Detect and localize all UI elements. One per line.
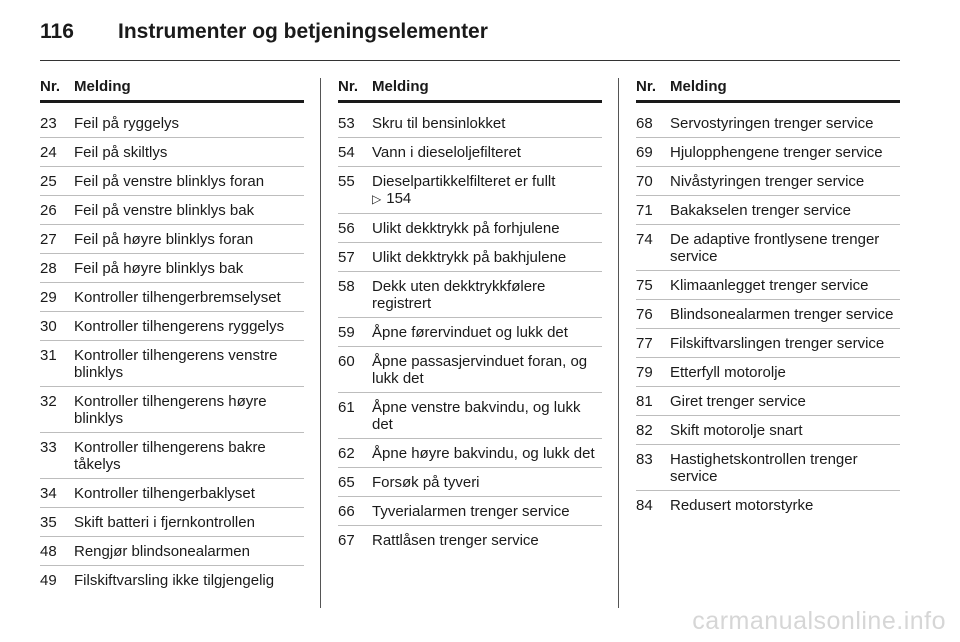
row-number: 68: [636, 115, 653, 132]
row-message: [74, 439, 304, 473]
row-message-text: Ulikt dekktrykk på forhjulene: [372, 220, 560, 237]
page-number: 116: [40, 20, 74, 43]
row-message-text: Vann i dieseloljefilteret: [372, 144, 521, 161]
header-message: Melding: [670, 78, 727, 95]
row-number: 33: [40, 439, 57, 456]
row-number: 60: [338, 353, 355, 370]
row-number: 31: [40, 347, 57, 364]
row-number: 79: [636, 364, 653, 381]
row-number: 76: [636, 306, 653, 323]
row-message: [372, 532, 602, 549]
page-title: Instrumenter og betjeningselementer: [118, 20, 488, 43]
table-row: [338, 243, 602, 272]
row-message: [670, 202, 900, 219]
row-number: 84: [636, 497, 653, 514]
row-message: [670, 231, 900, 265]
table-row: [338, 526, 602, 554]
table-row: [636, 138, 900, 167]
row-message-text: Rattlåsen trenger service: [372, 532, 539, 549]
row-message: [372, 173, 602, 208]
row-message: [670, 393, 900, 410]
header-message: Melding: [74, 78, 131, 95]
row-message-text: Servostyringen trenger service: [670, 115, 874, 132]
row-number: 48: [40, 543, 57, 560]
page-header: [40, 14, 488, 50]
table-row: [40, 138, 304, 167]
table-row: [40, 433, 304, 479]
row-message-text: Åpne førervinduet og lukk det: [372, 324, 568, 341]
row-message: [74, 289, 304, 306]
table-row: [338, 347, 602, 393]
row-number: 83: [636, 451, 653, 468]
row-message: [74, 202, 304, 219]
row-message-text: Hjulopphengene trenger service: [670, 144, 883, 161]
row-message-text: Kontroller tilhengerbremselyset: [74, 289, 281, 306]
row-message: [372, 474, 602, 491]
row-number: 34: [40, 485, 57, 502]
header-nr: Nr.: [338, 78, 359, 95]
row-number: 32: [40, 393, 57, 410]
table-row: [338, 468, 602, 497]
row-message: [372, 503, 602, 520]
table-row: [636, 109, 900, 138]
row-number: 81: [636, 393, 653, 410]
row-number: 30: [40, 318, 57, 335]
row-message: [670, 451, 900, 485]
row-number: 35: [40, 514, 57, 531]
table-row: [636, 358, 900, 387]
row-message-text: Klimaanlegget trenger service: [670, 277, 869, 294]
table-row: [636, 225, 900, 271]
reference-arrow-icon: ▷: [372, 192, 382, 206]
table-row: [636, 387, 900, 416]
table-row: [40, 225, 304, 254]
row-message-text: Skru til bensinlokket: [372, 115, 506, 132]
row-number: 24: [40, 144, 57, 161]
header-nr: Nr.: [40, 78, 61, 95]
table-row: [338, 318, 602, 347]
row-message-text: Skift motorolje snart: [670, 422, 803, 439]
column-divider: [320, 78, 321, 608]
row-message: [372, 115, 602, 132]
watermark: carmanualsonline.info: [692, 607, 946, 635]
table-row: [636, 491, 900, 519]
table-row: [338, 138, 602, 167]
table-header: [636, 78, 900, 103]
table-row: [40, 109, 304, 138]
row-number: 28: [40, 260, 57, 277]
row-message-text: Feil på venstre blinklys bak: [74, 202, 255, 219]
table-row: [40, 167, 304, 196]
row-message-text: Feil på høyre blinklys foran: [74, 231, 254, 248]
row-message: [74, 347, 304, 381]
row-message-text: Feil på ryggelys: [74, 115, 180, 132]
row-number: 55: [338, 173, 355, 190]
row-number: 75: [636, 277, 653, 294]
row-message: [74, 231, 304, 248]
row-message: [74, 115, 304, 132]
row-number: 54: [338, 144, 355, 161]
row-message: [74, 514, 304, 531]
table-row: [636, 167, 900, 196]
row-message-text: Kontroller tilhengerens bakre tåkelys: [74, 439, 266, 473]
table-row: [338, 167, 602, 214]
row-message-text: Skift batteri i fjernkontrollen: [74, 514, 255, 531]
row-message: [372, 144, 602, 161]
row-number: 70: [636, 173, 653, 190]
table-row: [40, 312, 304, 341]
table-row: [40, 508, 304, 537]
row-message-text: Hastighetskontrollen trenger service: [670, 451, 858, 485]
table-row: [636, 445, 900, 491]
table-row: [40, 479, 304, 508]
page-reference-link[interactable]: [372, 190, 602, 208]
table-row: [338, 272, 602, 318]
row-number: 57: [338, 249, 355, 266]
row-message: [372, 278, 602, 312]
row-number: 65: [338, 474, 355, 491]
row-number: 23: [40, 115, 57, 132]
row-message: [670, 422, 900, 439]
table-row: [636, 300, 900, 329]
row-message-text: Kontroller tilhengerbaklyset: [74, 485, 255, 502]
row-message: [670, 173, 900, 190]
header-message: Melding: [372, 78, 429, 95]
row-message-text: Feil på skiltlys: [74, 144, 168, 161]
row-number: 62: [338, 445, 355, 462]
row-message-text: Filskiftvarslingen trenger service: [670, 335, 885, 352]
row-message-text: Giret trenger service: [670, 393, 806, 410]
row-number: 82: [636, 422, 653, 439]
table-rows: [338, 103, 602, 554]
table-header: [40, 78, 304, 103]
row-number: 25: [40, 173, 57, 190]
row-message: [74, 144, 304, 161]
row-number: 56: [338, 220, 355, 237]
table-row: [338, 393, 602, 439]
table-row: [40, 387, 304, 433]
row-message-text: Kontroller tilhengerens venstre blinklys: [74, 347, 278, 381]
table-row: [40, 537, 304, 566]
message-table-column-3: [636, 78, 900, 519]
table-row: [636, 416, 900, 445]
row-message: [74, 393, 304, 427]
table-header: [338, 78, 602, 103]
row-message: [74, 485, 304, 502]
row-message-text: Bakakselen trenger service: [670, 202, 851, 219]
row-number: 49: [40, 572, 57, 589]
row-message-text: Tyverialarmen trenger service: [372, 503, 570, 520]
row-message-text: Etterfyll motorolje: [670, 364, 786, 381]
table-row: [40, 341, 304, 387]
row-message-text: Nivåstyringen trenger service: [670, 173, 865, 190]
row-number: 66: [338, 503, 355, 520]
message-table-column-1: [40, 78, 304, 594]
row-message: [372, 353, 602, 387]
row-message-text: Dieselpartikkelfilteret er fullt: [372, 173, 556, 190]
row-number: 61: [338, 399, 355, 416]
table-row: [636, 271, 900, 300]
row-message: [372, 324, 602, 341]
row-number: 69: [636, 144, 653, 161]
row-number: 77: [636, 335, 653, 352]
message-table-column-2: [338, 78, 602, 554]
table-row: [636, 329, 900, 358]
row-message: [372, 220, 602, 237]
row-message-text: Filskiftvarsling ikke tilgjengelig: [74, 572, 275, 589]
table-row: [40, 283, 304, 312]
row-message: [372, 399, 602, 433]
row-message-text: Feil på høyre blinklys bak: [74, 260, 244, 277]
row-message: [670, 364, 900, 381]
row-message: [372, 445, 602, 462]
row-message-text: Åpne høyre bakvindu, og lukk det: [372, 445, 595, 462]
row-number: 58: [338, 278, 355, 295]
row-number: 27: [40, 231, 57, 248]
row-number: 74: [636, 231, 653, 248]
row-message-text: Kontroller tilhengerens ryggelys: [74, 318, 285, 335]
row-message: [372, 249, 602, 266]
header-rule: [40, 60, 900, 61]
row-message: [670, 335, 900, 352]
row-number: 71: [636, 202, 653, 219]
table-row: [40, 254, 304, 283]
row-number: 29: [40, 289, 57, 306]
table-row: [338, 109, 602, 138]
row-message-text: Redusert motorstyrke: [670, 497, 814, 514]
row-message-text: Blindsonealarmen trenger service: [670, 306, 894, 323]
row-message-text: Dekk uten dekktrykkfølere registrert: [372, 278, 546, 312]
row-message: [670, 115, 900, 132]
row-message: [74, 572, 304, 589]
table-row: [636, 196, 900, 225]
table-rows: [40, 103, 304, 594]
row-number: 67: [338, 532, 355, 549]
row-message-text: Ulikt dekktrykk på bakhjulene: [372, 249, 567, 266]
row-message-text: De adaptive frontlysene trenger service: [670, 231, 880, 265]
table-row: [40, 566, 304, 594]
row-message: [670, 277, 900, 294]
row-message-text: Feil på venstre blinklys foran: [74, 173, 265, 190]
row-number: 59: [338, 324, 355, 341]
row-message-text: Kontroller tilhengerens høyre blinklys: [74, 393, 267, 427]
reference-page-number: 154: [386, 190, 412, 207]
row-message-text: Rengjør blindsonealarmen: [74, 543, 250, 560]
row-message: [670, 306, 900, 323]
header-nr: Nr.: [636, 78, 657, 95]
row-message-text: Åpne venstre bakvindu, og lukk det: [372, 399, 581, 433]
row-message-text: Åpne passasjervinduet foran, og lukk det: [372, 353, 588, 387]
row-message: [670, 497, 900, 514]
table-row: [338, 497, 602, 526]
row-number: 53: [338, 115, 355, 132]
row-message-text: Forsøk på tyveri: [372, 474, 480, 491]
table-row: [338, 439, 602, 468]
table-row: [40, 196, 304, 225]
row-message: [74, 260, 304, 277]
table-rows: [636, 103, 900, 519]
row-message: [670, 144, 900, 161]
table-row: [338, 214, 602, 243]
row-message: [74, 318, 304, 335]
row-message: [74, 543, 304, 560]
column-divider: [618, 78, 619, 608]
row-message: [74, 173, 304, 190]
row-number: 26: [40, 202, 57, 219]
